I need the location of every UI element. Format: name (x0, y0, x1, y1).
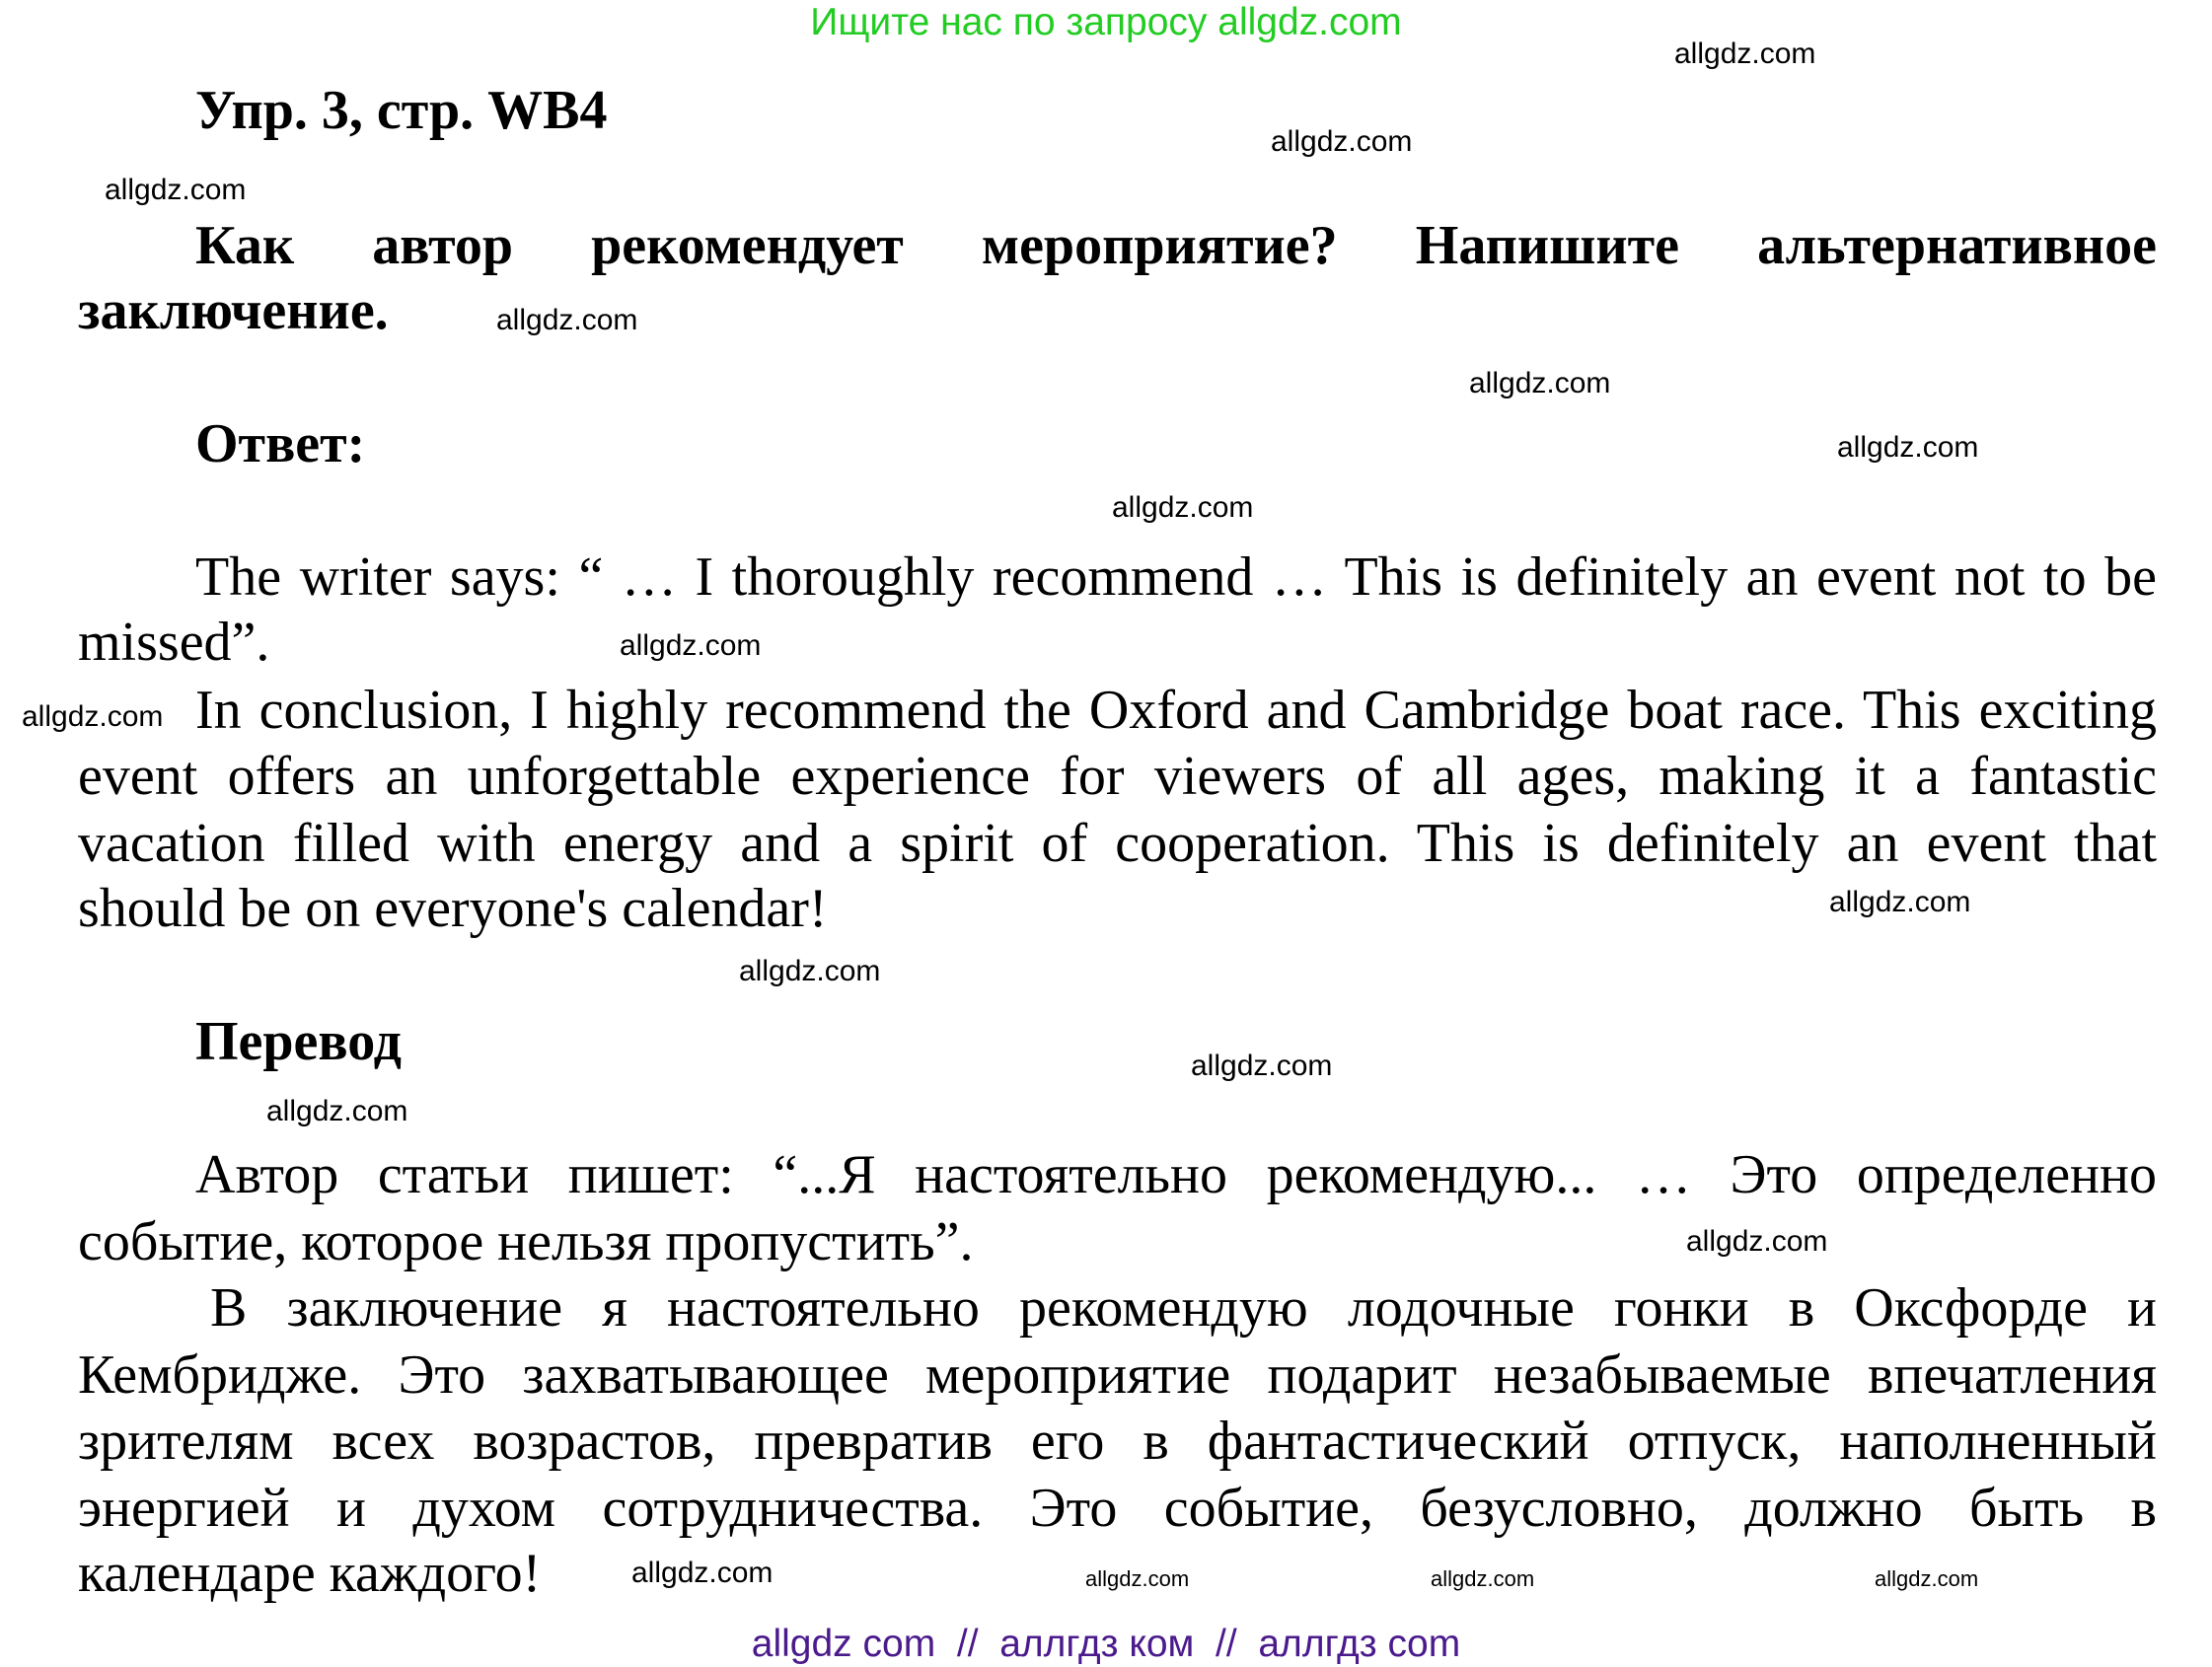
top-banner: Ищите нас по запросу allgdz.com (810, 1, 1402, 43)
watermark: allgdz.com (496, 304, 638, 336)
answer-line: The writer says: “ … I thoroughly recommend … This is definitely an event not to be (195, 547, 2157, 607)
watermark: allgdz.com (1875, 1566, 1979, 1591)
watermark: allgdz.com (1431, 1566, 1535, 1591)
answer-line: In conclusion, I highly recommend the Oxford and Cambridge boat race. This exciting (195, 681, 2157, 740)
watermark: allgdz.com (1271, 125, 1413, 158)
watermark: allgdz.com (1837, 431, 1979, 464)
watermark: allgdz.com (1085, 1566, 1190, 1591)
watermark: allgdz.com (1112, 491, 1254, 524)
translation-line: Кембридже. Это захватывающее мероприятие подарит незабываемые впечатления (78, 1345, 2157, 1405)
watermark: allgdz.com (631, 1557, 774, 1589)
exercise-title: Упр. 3, стр. WB4 (195, 80, 608, 141)
answer-line: event offers an unforgettable experience for viewers of all ages, making it a fantastic (78, 747, 2157, 806)
answer-heading: Ответ: (195, 413, 366, 474)
watermark: allgdz.com (105, 174, 247, 206)
translation-line: событие, которое нельзя пропустить”. (78, 1211, 974, 1272)
watermark: allgdz.com (1191, 1050, 1333, 1082)
watermark: allgdz.com (1686, 1225, 1828, 1258)
watermark: allgdz.com (1674, 37, 1816, 70)
translation-line: зрителям всех возрастов, превратив его в фантастический отпуск, наполненный (78, 1412, 2157, 1471)
task-line: заключение. (78, 280, 389, 341)
answer-line: vacation filled with energy and a spirit of cooperation. This is definitely an event that (78, 814, 2157, 873)
watermark: allgdz.com (1829, 886, 1971, 918)
translation-line: В заключение я настоятельно рекомендую лодочные гонки в Оксфорде и (210, 1278, 2157, 1338)
translation-line: энергией и духом сотрудничества. Это событие, безусловно, должно быть в (78, 1479, 2157, 1538)
translation-line: календаре каждого! (78, 1543, 542, 1604)
translation-line: Автор статьи пишет: “...Я настоятельно рекомендую... … Это определенно (195, 1145, 2157, 1204)
watermark: allgdz.com (22, 700, 164, 733)
watermark: allgdz.com (739, 955, 881, 987)
bottom-banner: allgdz com // аллгдз ком // аллгдз com (751, 1623, 1461, 1665)
watermark: allgdz.com (1469, 367, 1611, 399)
answer-line: missed”. (78, 612, 270, 673)
watermark: allgdz.com (620, 629, 762, 662)
translation-heading: Перевод (195, 1011, 402, 1072)
answer-line: should be on everyone's calendar! (78, 878, 828, 939)
watermark: allgdz.com (266, 1095, 408, 1127)
task-line: Как автор рекомендует мероприятие? Напишите альтернативное (195, 216, 2157, 275)
